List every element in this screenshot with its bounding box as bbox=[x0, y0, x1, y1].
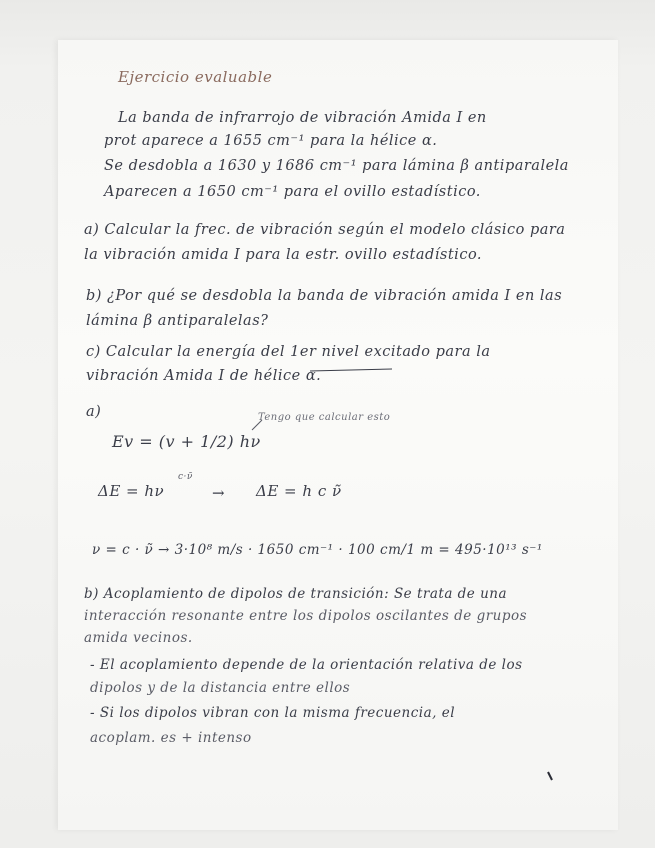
equation-frequency-result: ν = c · ν̃ → 3·10⁸ m/s · 1650 cm⁻¹ · 100 cm/1 m = 495·10¹³ s⁻¹ bbox=[92, 542, 543, 558]
statement-line-4: Aparecen a 1650 cm⁻¹ para el ovillo estadístico. bbox=[104, 184, 481, 200]
answer-b-line-6: - Si los dipolos vibran con la misma frecuencia, el bbox=[90, 705, 456, 721]
question-b-line-2: lámina β antiparalelas? bbox=[86, 313, 269, 329]
question-b-line-1: b) ¿Por qué se desdobla la banda de vibración amida I en las bbox=[86, 288, 563, 304]
answer-a-note: Tengo que calcular esto bbox=[258, 412, 391, 423]
equation-energy-levels: Ev = (v + 1/2) hν bbox=[112, 432, 261, 451]
answer-b-line-5: dipolos y de la distancia entre ellos bbox=[90, 680, 351, 696]
question-a-line-1: a) Calcular la frec. de vibración según el modelo clásico para bbox=[84, 222, 566, 238]
answer-b-line-4: - El acoplamiento depende de la orientación relativa de los bbox=[90, 657, 523, 673]
answer-b-line-3: amida vecinos. bbox=[84, 630, 193, 646]
equation-delta-e: ΔE = hν bbox=[98, 482, 165, 500]
answer-a-label: a) bbox=[86, 404, 102, 420]
statement-line-2: prot aparece a 1655 cm⁻¹ para la hélice α. bbox=[104, 133, 438, 149]
statement-line-1: La banda de infrarrojo de vibración Amida I en bbox=[118, 110, 487, 126]
equation-arrow: → bbox=[212, 484, 226, 502]
question-c-line-2: vibración Amida I de hélice α. bbox=[86, 368, 322, 384]
exercise-title: Ejercicio evaluable bbox=[118, 68, 273, 86]
equation-delta-e-superscript: c·ν̃ bbox=[178, 472, 193, 482]
equation-delta-e-wavenumber: ΔE = h c ν̃ bbox=[256, 482, 342, 500]
answer-b-line-2: interacción resonante entre los dipolos oscilantes de grupos bbox=[84, 608, 528, 624]
underline-excited-level bbox=[310, 369, 392, 371]
question-a-line-2: la vibración amida I para la estr. ovillo estadístico. bbox=[84, 247, 483, 263]
answer-b-line-7: acoplam. es + intenso bbox=[90, 730, 252, 746]
statement-line-3: Se desdobla a 1630 y 1686 cm⁻¹ para lámina β antiparalela bbox=[104, 158, 569, 174]
ink-dot bbox=[548, 772, 552, 780]
answer-b-line-1: b) Acoplamiento de dipolos de transición: Se trata de una bbox=[84, 586, 508, 602]
question-c-line-1: c) Calcular la energía del 1er nivel excitado para la bbox=[86, 344, 491, 360]
note-pointer-arrow bbox=[252, 420, 262, 430]
